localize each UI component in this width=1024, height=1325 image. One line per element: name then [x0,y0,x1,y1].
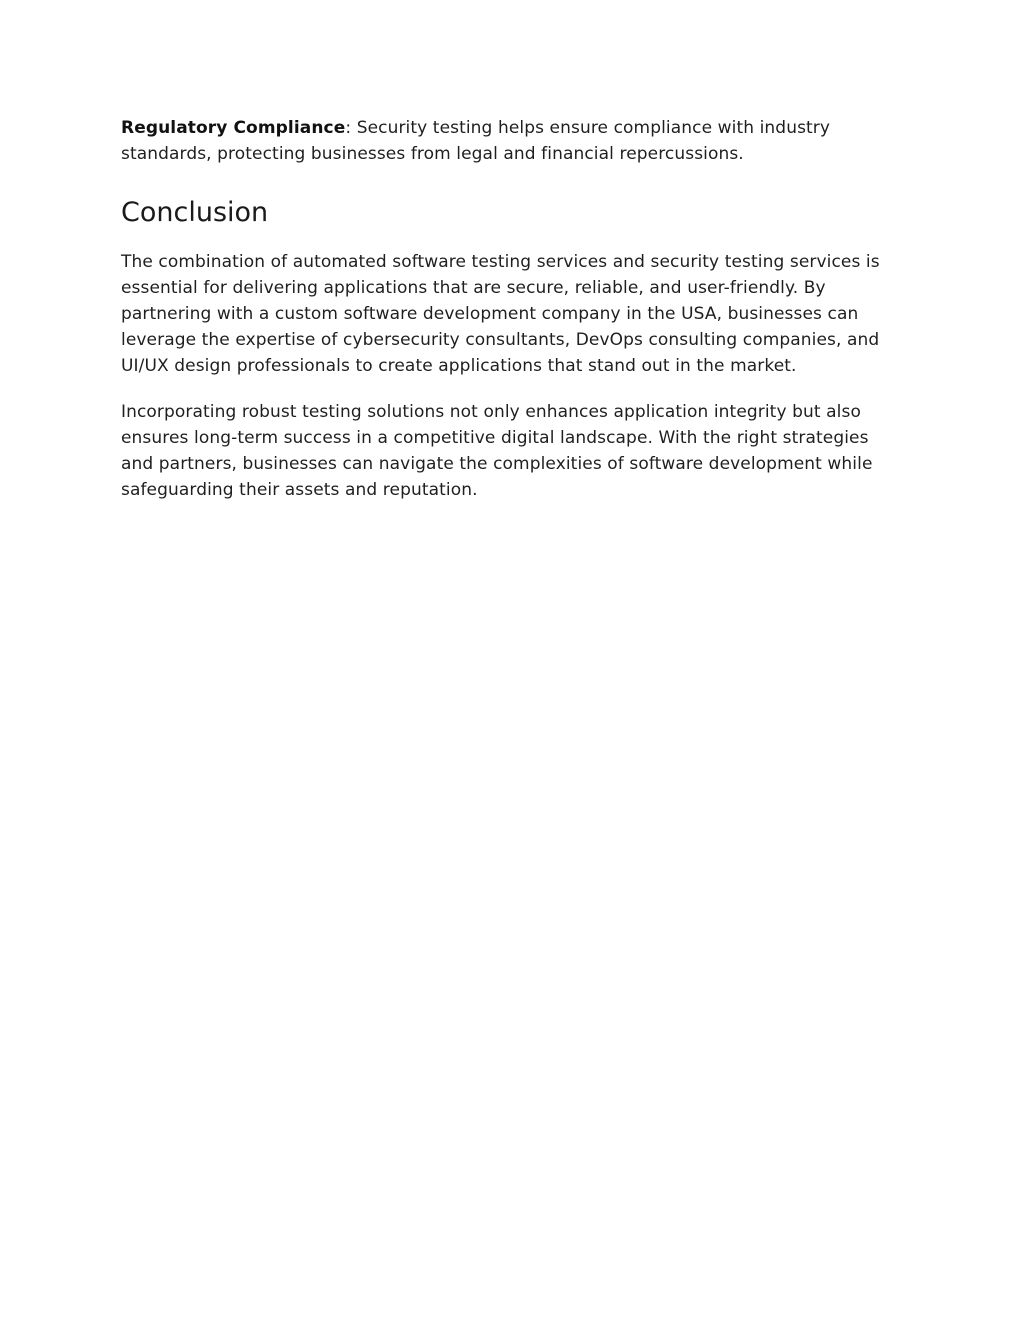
conclusion-heading: Conclusion [121,197,269,228]
conclusion-paragraph-1: The combination of automated software testing services and security testing services is essential for delivering applications that are secure, reliable, and user-friendly. By partnering with a custom software development company in the USA, businesses can leverage the expertise of cybersecurity consultants, DevOps consulting companies, and UI/UX design professionals to create applications that stand out in the market. [121,252,880,376]
regulatory-compliance-separator: : [345,118,352,138]
regulatory-compliance-text: Security testing helps ensure compliance with industry standards, protecting businesses from legal and financial repercussions. [121,118,831,164]
regulatory-compliance-paragraph [121,115,891,167]
document-page [121,115,891,503]
conclusion-paragraph-2: Incorporating robust testing solutions not only enhances application integrity but also ensures long-term success in a competitive digital landscape. With the right strategies and partners, businesses can navigate the complexities of software development while safeguarding their assets and reputation. [121,402,873,500]
regulatory-compliance-lead: Regulatory Compliance [121,118,346,138]
